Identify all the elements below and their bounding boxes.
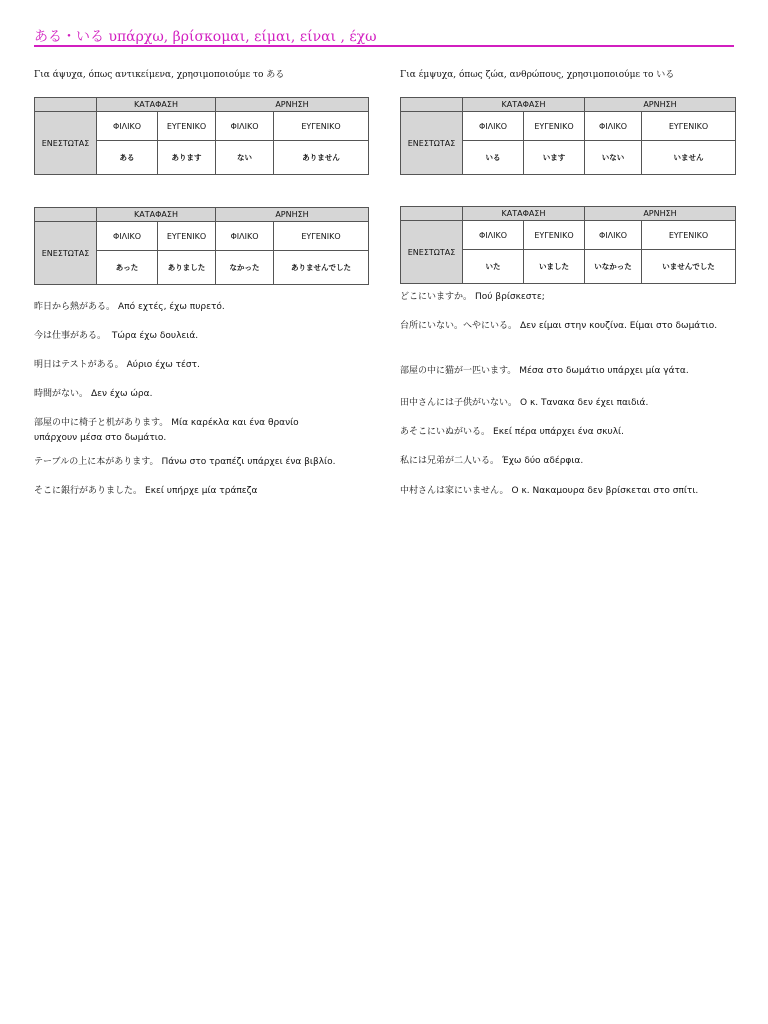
casual-header: ΦΙΛΙΚΟ bbox=[463, 221, 524, 250]
japanese-sentence: 田中さんには子供がいない。 bbox=[400, 398, 518, 408]
casual-header: ΦΙΛΙΚΟ bbox=[97, 112, 158, 141]
form-cell: いません bbox=[642, 141, 736, 175]
greek-translation: Έχω δύο αδέρφια. bbox=[502, 456, 584, 466]
affirm-header: ΚΑΤΑΦΑΣΗ bbox=[97, 98, 216, 112]
corner-cell bbox=[401, 207, 463, 221]
greek-translation: Εκεί υπήρχε μία τράπεζα bbox=[145, 486, 258, 496]
greek-translation: Πάνω στο τραπέζι υπάρχει ένα βιβλίο. bbox=[161, 457, 336, 467]
form-cell: あります bbox=[158, 141, 216, 175]
form-cell: あった bbox=[97, 251, 158, 285]
polite-header: ΕΥΓΕΝΙΚΟ bbox=[158, 222, 216, 251]
example-sentence bbox=[400, 454, 730, 469]
page-title: ある・いる υπάρχω, βρίσκομαι, είμαι, είναι , έχω bbox=[34, 29, 377, 45]
casual-header: ΦΙΛΙΚΟ bbox=[97, 222, 158, 251]
negation-header: ΑΡΝΗΣΗ bbox=[585, 98, 736, 112]
japanese-sentence: 時間がない。 bbox=[34, 389, 89, 399]
greek-translation: Μέσα στο δωμάτιο υπάρχει μία γάτα. bbox=[519, 366, 689, 376]
greek-translation: Δεν έχω ώρα. bbox=[91, 389, 153, 399]
japanese-sentence: 明日はテストがある。 bbox=[34, 360, 124, 370]
japanese-sentence: 昨日から熱がある。 bbox=[34, 302, 116, 312]
polite-header: ΕΥΓΕΝΙΚΟ bbox=[524, 112, 585, 141]
greek-translation: Τώρα έχω δουλειά. bbox=[109, 331, 199, 341]
example-sentence bbox=[400, 425, 730, 440]
japanese-sentence: 台所にいない。へやにいる。 bbox=[400, 321, 518, 331]
greek-translation: Μία καρέκλα και ένα θρανίο υπάρχουν μέσα στο δωμάτιο. bbox=[34, 418, 299, 443]
polite-header: ΕΥΓΕΝΙΚΟ bbox=[274, 112, 369, 141]
example-sentence bbox=[34, 455, 374, 470]
japanese-sentence: 私には兄弟が二人いる。 bbox=[400, 456, 500, 466]
aru-past-table bbox=[34, 207, 369, 285]
polite-header: ΕΥΓΕΝΙΚΟ bbox=[524, 221, 585, 250]
greek-translation: Εκεί πέρα υπάρχει ένα σκυλί. bbox=[493, 427, 624, 437]
form-cell: いなかった bbox=[585, 250, 642, 284]
polite-header: ΕΥΓΕΝΙΚΟ bbox=[642, 221, 736, 250]
example-sentence bbox=[400, 364, 730, 379]
title-underline bbox=[34, 45, 734, 47]
form-cell: いませんでした bbox=[642, 250, 736, 284]
japanese-sentence: そこに銀行がありました。 bbox=[34, 486, 143, 496]
affirm-header: ΚΑΤΑΦΑΣΗ bbox=[463, 207, 585, 221]
casual-header: ΦΙΛΙΚΟ bbox=[463, 112, 524, 141]
iru-present-table bbox=[400, 97, 736, 175]
example-sentence bbox=[400, 484, 740, 499]
form-cell: ある bbox=[97, 141, 158, 175]
polite-header: ΕΥΓΕΝΙΚΟ bbox=[274, 222, 369, 251]
japanese-sentence: 今は仕事がある。 bbox=[34, 331, 107, 341]
japanese-sentence: 中村さんは家にいません。 bbox=[400, 486, 509, 496]
greek-translation: Από εχτές, έχω πυρετό. bbox=[118, 302, 225, 312]
greek-translation: Ο κ. Νακαμουρα δεν βρίσκεται στο σπίτι. bbox=[511, 486, 699, 496]
greek-translation: Αύριο έχω τέστ. bbox=[126, 360, 200, 370]
intro-animate: Για έμψυχα, όπως ζώα, ανθρώπους, χρησιμοποιούμε το いる bbox=[400, 70, 675, 80]
corner-cell bbox=[35, 208, 97, 222]
negation-header: ΑΡΝΗΣΗ bbox=[216, 98, 369, 112]
aru-present-table bbox=[34, 97, 369, 175]
japanese-sentence: テーブルの上に本があります。 bbox=[34, 457, 159, 467]
example-sentence bbox=[34, 300, 364, 315]
example-sentence bbox=[34, 416, 344, 446]
example-sentence bbox=[400, 290, 730, 305]
form-cell: いない bbox=[585, 141, 642, 175]
negation-header: ΑΡΝΗΣΗ bbox=[585, 207, 736, 221]
form-cell: ない bbox=[216, 141, 274, 175]
example-sentence bbox=[34, 387, 364, 402]
intro-inanimate: Για άψυχα, όπως αντικείμενα, χρησιμοποιούμε το ある bbox=[34, 70, 285, 80]
japanese-sentence: あそこにいぬがいる。 bbox=[400, 427, 491, 437]
tense-label: ΕΝΕΣΤΩΤΑΣ bbox=[401, 221, 463, 284]
form-cell: いた bbox=[463, 250, 524, 284]
affirm-header: ΚΑΤΑΦΑΣΗ bbox=[97, 208, 216, 222]
form-cell: ありません bbox=[274, 141, 369, 175]
affirm-header: ΚΑΤΑΦΑΣΗ bbox=[463, 98, 585, 112]
form-cell: ありました bbox=[158, 251, 216, 285]
tense-label: ΕΝΕΣΤΩΤΑΣ bbox=[401, 112, 463, 175]
form-cell: います bbox=[524, 141, 585, 175]
polite-header: ΕΥΓΕΝΙΚΟ bbox=[642, 112, 736, 141]
negation-header: ΑΡΝΗΣΗ bbox=[216, 208, 369, 222]
example-sentence bbox=[34, 329, 364, 344]
iru-past-table bbox=[400, 206, 736, 284]
form-cell: いました bbox=[524, 250, 585, 284]
form-cell: いる bbox=[463, 141, 524, 175]
example-sentence bbox=[400, 396, 730, 411]
casual-header: ΦΙΛΙΚΟ bbox=[216, 222, 274, 251]
corner-cell bbox=[401, 98, 463, 112]
casual-header: ΦΙΛΙΚΟ bbox=[216, 112, 274, 141]
polite-header: ΕΥΓΕΝΙΚΟ bbox=[158, 112, 216, 141]
example-sentence bbox=[400, 319, 720, 334]
greek-translation: Πού βρίσκεστε; bbox=[475, 292, 545, 302]
form-cell: ありませんでした bbox=[274, 251, 369, 285]
tense-label: ΕΝΕΣΤΩΤΑΣ bbox=[35, 112, 97, 175]
greek-translation: Ο κ. Τανακα δεν έχει παιδιά. bbox=[520, 398, 649, 408]
japanese-sentence: 部屋の中に椅子と机があります。 bbox=[34, 418, 169, 428]
example-sentence bbox=[34, 484, 364, 499]
tense-label: ΕΝΕΣΤΩΤΑΣ bbox=[35, 222, 97, 285]
japanese-sentence: どこにいますか。 bbox=[400, 292, 473, 302]
casual-header: ΦΙΛΙΚΟ bbox=[585, 221, 642, 250]
example-sentence bbox=[34, 358, 364, 373]
japanese-sentence: 部屋の中に猫が一匹います。 bbox=[400, 366, 517, 376]
form-cell: なかった bbox=[216, 251, 274, 285]
casual-header: ΦΙΛΙΚΟ bbox=[585, 112, 642, 141]
corner-cell bbox=[35, 98, 97, 112]
greek-translation: Δεν είμαι στην κουζίνα. Είμαι στο δωμάτιο. bbox=[520, 321, 718, 331]
